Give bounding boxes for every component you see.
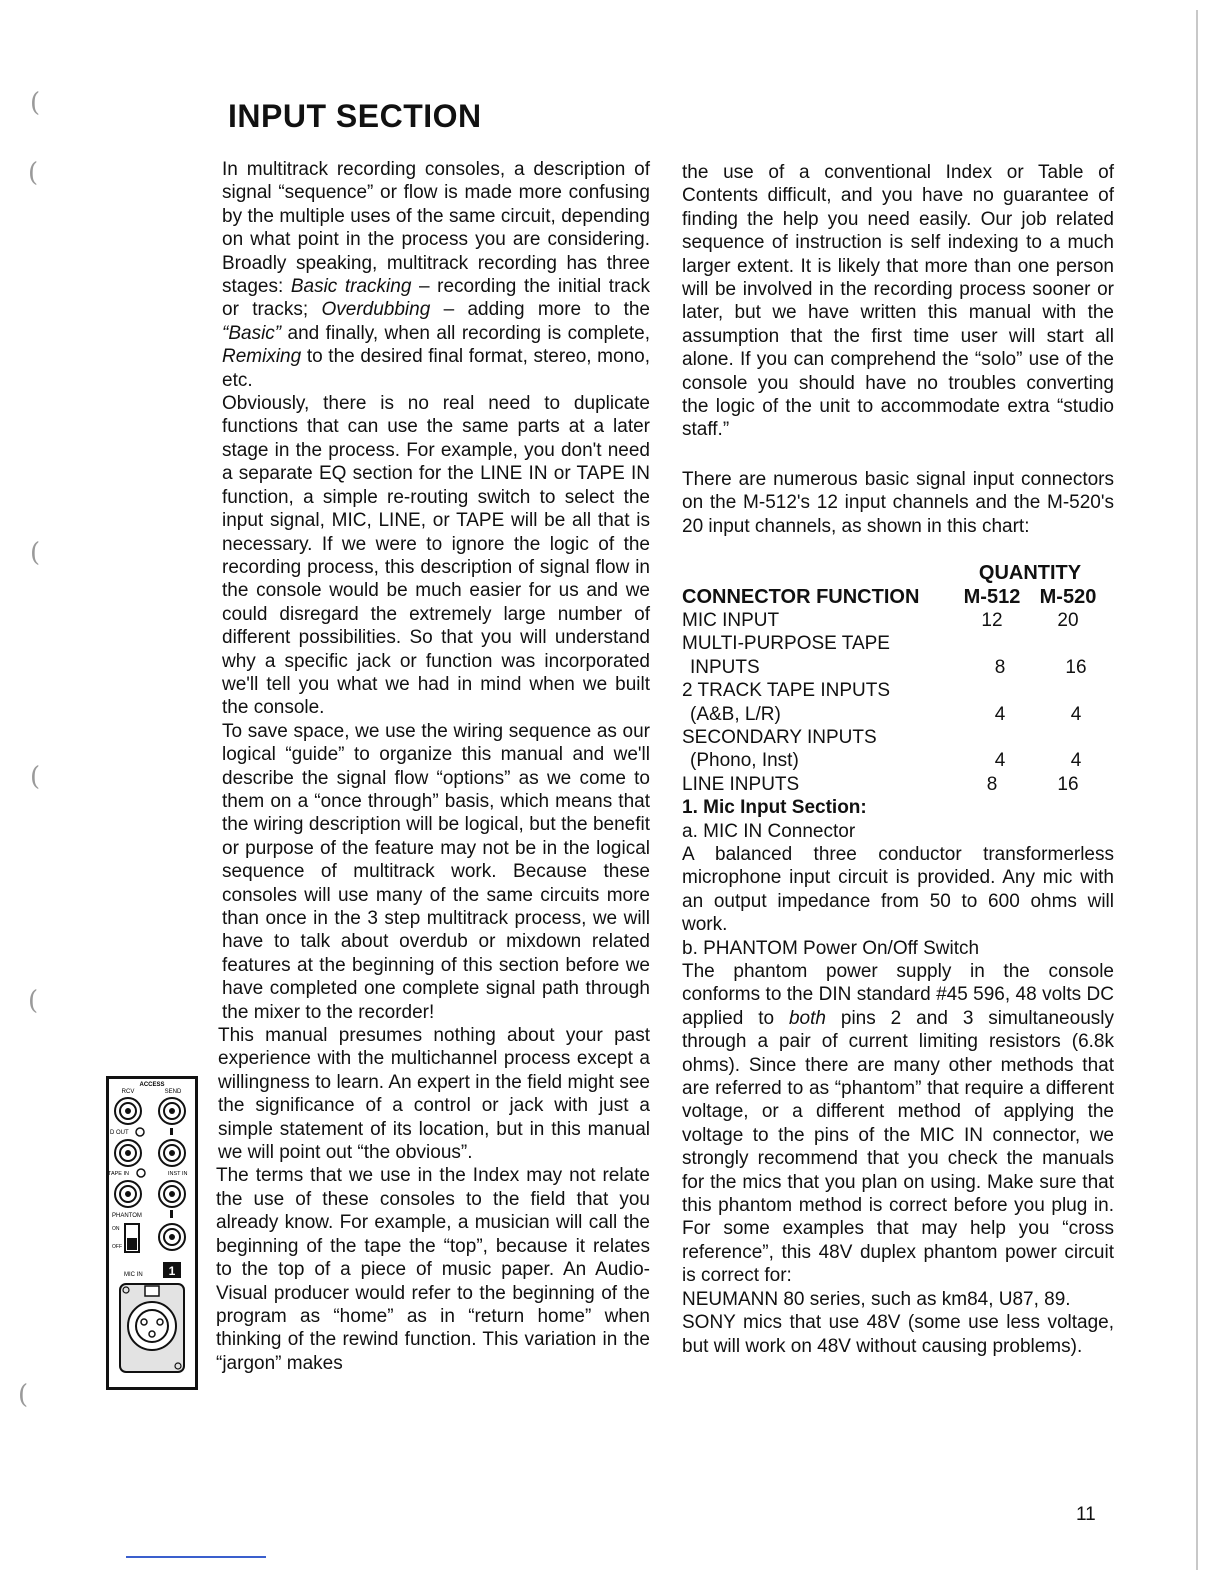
binding-mark: ( — [28, 158, 39, 188]
access-label: ACCESS — [139, 1082, 165, 1088]
inst-in-label: INST IN — [168, 1171, 188, 1177]
table-row: SECONDARY INPUTS (Phono, Inst) 4 4 — [682, 726, 1082, 772]
phantom-switch-icon — [125, 1224, 139, 1252]
xlr-connector-icon — [120, 1284, 184, 1372]
mic-in-label: MIC IN — [124, 1272, 143, 1278]
table-row: MULTI-PURPOSE TAPE INPUTS 8 16 — [682, 633, 1087, 678]
quantity-header: QUANTITY — [978, 562, 1082, 585]
channel-strip-illustration — [106, 1076, 198, 1390]
channel-number: 1 — [168, 1264, 176, 1278]
page-number: 11 — [1076, 1504, 1096, 1525]
paragraph: The terms that we use in the Index may not relate the use of these consoles to the field that you already know. For example, a musician will call the beginning of the tape the “top”, because it relates to the top of a piece of music paper. An Audio-Visual producer would refer to the beginning of the program as “home” as in “return home” when thinking of the rewind function. This variation in the “jargon” makes — [216, 1165, 650, 1374]
paragraph: A balanced three conductor transformerless microphone input circuit is provided. Any mic with an output impedance from 50 to 600 ohms will work. — [682, 843, 1114, 936]
table-row: MIC INPUT 12 20 — [682, 609, 1079, 631]
intro-paragraph: In multitrack recording consoles, a description of signal “sequence” or flow is made more confusing by the multiple uses of the same circuit, depending on what point in the process you are considering. Broadly speaking, multitrack recording has three stages: Basic tracking – recording the initial track or tracks; Overdubbing – adding more to the “Basic” and finally, when all recording is complete, Remixing to the desired final format, stereo, mono, etc. — [222, 159, 650, 391]
m520-header: M-520 — [1039, 585, 1097, 608]
on-label: ON — [112, 1226, 120, 1232]
right-column — [682, 161, 1114, 1358]
table-row: LINE INPUTS 8 16 — [682, 773, 1079, 795]
left-column — [216, 158, 650, 1375]
m512-header: M-512 — [963, 585, 1021, 608]
paragraph: The phantom power supply in the console conforms to the DIN standard #45 596, 48 volts DC applied to both pins 2 and 3 simultaneously through a pair of current limiting resistors (6.8k ohms). Since there are many other methods that are referred to as “phantom” that require a different voltage, or a different method of applying the voltage to the pins of the MIC IN connector, we strongly recommend that you check the manuals for the mics that you plan on using. Make sure that this phantom method is correct before you plug in. For some examples that may help you “cross reference”, this 48V duplex phantom power circuit is correct for: — [682, 961, 1114, 1287]
connector-table — [682, 562, 1114, 796]
paragraph: Obviously, there is no real need to duplicate functions that can use the same parts at a later stage in the process. For example, you don't need a separate EQ section for the LINE IN or TAPE IN function, a simple re-routing switch to select the input signal, MIC, LINE, or TAPE will be all that is necessary. If we were to ignore the logic of the recording process, this description of signal flow in the console would be much easier for us and we could disregard the extremely large number of different possibilities. So that you will understand why a specific jack or function was incorporated we'll tell you what we had in mind when we built the console. — [222, 393, 650, 719]
binding-mark: ( — [30, 538, 41, 568]
subsection-heading: a. MIC IN Connector — [682, 820, 856, 842]
paragraph: To save space, we use the wiring sequence as our logical “guide” to organize this manual and we'll describe the signal flow “options” as we come to them on a “once through” basis, which means that the wiring description will be logical, but the benefit or purpose of the feature may not be in the logical sequence of multitrack work. Because these consoles will use many of the same circuits more than once in the 3 step multitrack process, we will have to talk about overdub or mixdown related features at the beginning of this section before we have completed one complete signal path through the mixer to the recorder! — [222, 720, 650, 1023]
table-row: 2 TRACK TAPE INPUTS (A&B, L/R) 4 4 — [682, 680, 1082, 725]
paragraph: the use of a conventional Index or Table of Contents difficult, and you have no guarantee of finding the help you need easily. Our job related sequence of instruction is self indexing to a much larger extent. It is likely that more than one person will be involved in the recording process sooner or later, but we have written this manual with the assumption that the first time user will start all alone. If you can comprehend the “solo” use of the console you should have no troubles converting the logic of the unit to accommodate extra “studio staff.” — [682, 162, 1114, 441]
phantom-label: PHANTOM — [112, 1213, 142, 1219]
table-header-row — [682, 586, 1114, 609]
d-out-label: D OUT — [110, 1130, 129, 1136]
paragraph: SONY mics that use 48V (some use less voltage, but will work on 48V without causing problems). — [682, 1312, 1114, 1357]
send-label: SEND — [164, 1089, 182, 1095]
mini-switch-icon — [170, 1210, 173, 1218]
binding-mark: ( — [30, 88, 41, 118]
subsection-heading: b. PHANTOM Power On/Off Switch — [682, 937, 980, 959]
bottom-rule — [126, 1556, 266, 1558]
binding-mark: ( — [30, 762, 41, 792]
paragraph: There are numerous basic signal input connectors on the M-512's 12 input channels and the M-520's 20 input channels, as shown in this chart: — [682, 468, 1114, 537]
binding-mark: ( — [18, 1380, 29, 1410]
off-label: OFF — [112, 1244, 122, 1250]
function-header: CONNECTOR FUNCTION — [682, 585, 920, 608]
mini-switch-icon — [170, 1128, 173, 1135]
page-edge-rule — [1196, 10, 1198, 1570]
rcv-label: RCV — [121, 1089, 135, 1095]
page-title: INPUT SECTION — [228, 98, 482, 134]
paragraph: This manual presumes nothing about your past experience with the multichannel process except a willingness to learn. An expert in the field might see the significance of a control or jack with just a simple statement of its location, but in this manual we will point out “the obvious”. — [218, 1025, 650, 1164]
paragraph: NEUMANN 80 series, such as km84, U87, 89. — [682, 1288, 1071, 1310]
binding-mark: ( — [28, 986, 39, 1016]
tape-in-label: TAPE IN — [108, 1171, 129, 1177]
table-header-row — [682, 562, 1114, 585]
section-heading: 1. Mic Input Section: — [682, 797, 867, 819]
